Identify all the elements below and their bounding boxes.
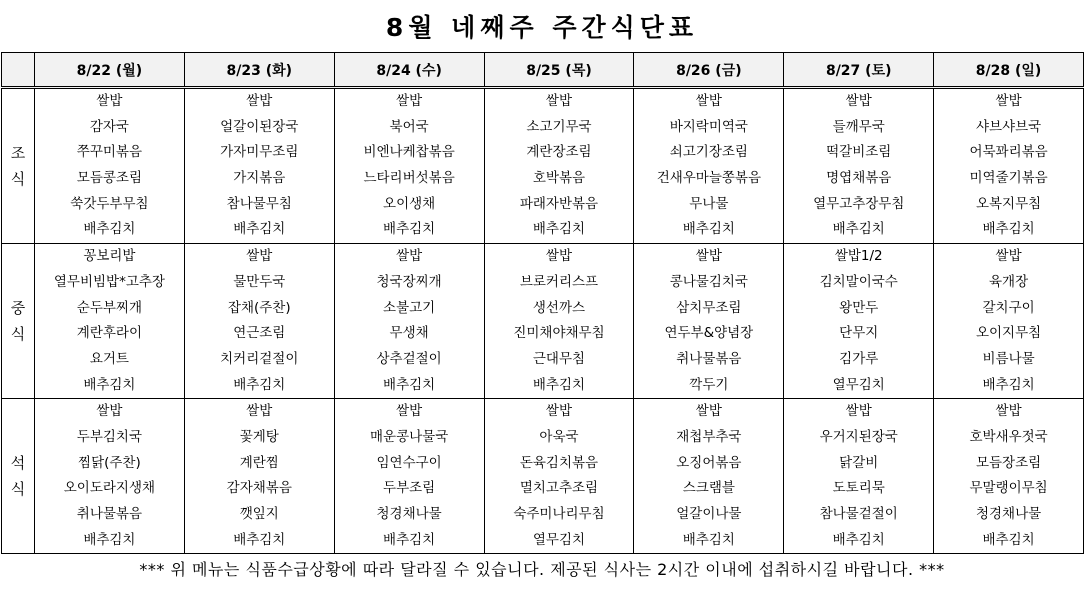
menu-cell [484,399,634,554]
menu-item: 쌀밥 [246,403,273,420]
menu-item: 들깨무국 [832,118,885,135]
menu-item: 꽁보리밥 [83,248,136,265]
menu-item: 배추김치 [83,531,136,548]
menu-item: 쌀밥 [845,93,872,109]
menu-item: 쌀밥 [845,403,872,420]
meal-label-text: 석 식 [10,454,26,499]
menu-item: 매운콩나물국 [369,428,449,445]
menu-item: 계란찜 [239,454,279,471]
menu-item: 배추김치 [83,221,136,238]
menu-item: 무나물 [689,195,729,212]
menu-cell [784,244,934,399]
menu-item: 배추김치 [982,531,1035,548]
menu-item: 깻잎지 [239,506,279,522]
menu-item: 물만두국 [233,273,286,290]
menu-cell [184,88,334,244]
day-header: 8/28 (일) [934,53,1084,88]
menu-item: 배추김치 [532,376,586,393]
menu-cell [934,244,1084,399]
day-header: 8/27 (토) [784,53,934,88]
menu-item: 도토리묵 [832,480,885,497]
menu-item: 쌀밥 [96,403,123,420]
menu-item: 우거지된장국 [819,428,898,445]
menu-item: 배추김치 [383,221,436,238]
menu-cell [784,399,934,554]
meal-row [2,88,1084,244]
menu-item: 모듬장조림 [975,454,1042,471]
menu-item: 가지볶음 [233,170,286,187]
day-header: 8/24 (수) [334,53,484,88]
menu-item: 청경채나물 [975,506,1042,522]
menu-item: 열무비빔밥*고추장 [53,273,165,290]
meal-label [2,88,35,244]
menu-item: 계란후라이 [76,325,143,342]
menu-item: 쌀밥 [695,93,722,109]
menu-cell [334,399,484,554]
menu-item: 쌀밥 [695,403,722,420]
day-header: 8/23 (화) [184,53,334,88]
menu-item: 오이지무침 [975,325,1042,342]
menu-item: 취나물볶음 [76,506,143,522]
menu-item: 쌀밥 [246,93,273,109]
menu-item: 꽃게탕 [239,428,279,445]
menu-item: 호박새우젓국 [969,428,1048,445]
menu-item: 배추김치 [383,531,436,548]
menu-item: 호박볶음 [532,170,586,187]
menu-item: 브로커리스프 [519,273,599,290]
menu-cell [634,244,784,399]
footer-note: *** 위 메뉴는 식품수급상황에 따라 달라질 수 있습니다. 제공된 식사는 2시간 이내에 섭취하시길 바랍니다. *** [139,560,945,579]
menu-item: 명엽채볶음 [826,170,892,187]
menu-table [1,52,1084,554]
menu-item: 요거트 [89,350,129,367]
menu-item: 미역줄기볶음 [969,170,1048,187]
menu-item: 재첩부추국 [676,428,742,445]
menu-item: 배추김치 [982,221,1035,238]
menu-item: 갈치구이 [982,299,1035,316]
menu-item: 건새우마늘쫑볶음 [656,170,762,187]
menu-item: 청경채나물 [376,506,442,522]
menu-item: 파래자반볶음 [519,195,599,212]
menu-item: 쌀밥 [995,248,1022,265]
menu-item: 참나물겉절이 [819,506,898,522]
day-header: 8/26 (금) [634,53,784,88]
menu-item: 닭갈비 [839,454,879,471]
menu-item: 어묵꽈리볶음 [969,144,1048,161]
menu-cell [184,244,334,399]
day-header: 8/22 (월) [34,53,184,88]
menu-item: 감자국 [89,118,129,135]
menu-cell [34,88,184,244]
menu-cell [634,399,784,554]
menu-item: 샤브샤브국 [975,118,1042,135]
menu-item: 비름나물 [982,350,1035,367]
menu-cell [934,88,1084,244]
menu-item: 열무고추장무침 [813,195,905,212]
menu-item: 숙주미나리무침 [513,506,605,522]
menu-cell [934,399,1084,554]
menu-item: 연근조림 [233,325,286,342]
menu-item: 배추김치 [832,221,885,238]
menu-item: 쑥갓두부무침 [70,195,149,212]
menu-item: 쌀밥 [96,93,123,109]
meal-row [2,244,1084,399]
menu-item: 열무김치 [532,531,586,548]
menu-item: 쌀밥1/2 [834,248,883,265]
menu-item: 쌀밥 [396,403,423,420]
meal-label [2,244,35,399]
menu-item: 순두부찌개 [76,299,143,316]
menu-item: 취나물볶음 [676,350,742,367]
menu-item: 김가루 [839,350,879,367]
menu-cell [34,244,184,399]
menu-item: 오복지무침 [975,195,1042,212]
menu-item: 오이생채 [383,195,436,212]
menu-item: 오징어볶음 [676,454,742,471]
menu-item: 얼갈이나물 [676,506,742,522]
menu-item: 감자채볶음 [226,480,292,497]
menu-item: 임연수구이 [376,454,442,471]
menu-item: 쌀밥 [545,403,573,420]
menu-item: 배추김치 [383,376,436,393]
menu-item: 단무지 [839,325,879,342]
menu-item: 근대무침 [532,350,586,367]
menu-item: 두부조림 [383,480,436,497]
meal-label [2,399,35,554]
menu-item: 왕만두 [839,299,879,316]
day-header: 8/25 (목) [484,53,634,88]
menu-item: 무말랭이무침 [969,480,1048,497]
menu-cell [184,399,334,554]
page-title: 8월 네째주 주간식단표 [385,13,699,42]
menu-item: 비엔나케찹볶음 [363,144,455,161]
menu-item: 바지락미역국 [669,118,748,135]
menu-cell [634,88,784,244]
menu-item: 쌀밥 [545,248,573,265]
menu-item: 돈육김치볶음 [519,454,599,471]
menu-item: 잡채(주찬) [227,299,291,316]
menu-cell [34,399,184,554]
menu-item: 쇠고기장조림 [669,144,748,161]
menu-cell [484,244,634,399]
menu-item: 오이도라지생채 [63,480,156,497]
menu-item: 느타리버섯볶음 [363,170,455,187]
menu-item: 쌀밥 [995,93,1022,109]
menu-item: 열무김치 [832,376,885,393]
menu-item: 배추김치 [233,221,286,238]
meal-row [2,399,1084,554]
menu-item: 깍두기 [689,376,729,393]
menu-item: 무생채 [389,325,429,342]
menu-item: 소고기무국 [526,118,592,135]
menu-item: 연두부&양념장 [664,325,754,342]
menu-item: 배추김치 [682,531,735,548]
menu-item: 가자미무조림 [220,144,299,161]
menu-item: 떡갈비조림 [826,144,892,161]
menu-item: 멸치고추조림 [519,480,599,497]
menu-item: 콩나물김치국 [669,273,748,290]
menu-item: 배추김치 [83,376,136,393]
menu-item: 계란장조림 [526,144,592,161]
menu-item: 육개장 [989,273,1029,290]
menu-item: 배추김치 [982,376,1035,393]
menu-item: 치커리겉절이 [220,350,299,367]
menu-item: 쌀밥 [545,93,573,109]
menu-item: 소불고기 [383,299,436,316]
menu-item: 모듬콩조림 [76,170,143,187]
menu-item: 배추김치 [233,531,286,548]
menu-item: 배추김치 [532,221,586,238]
menu-item: 찜닭(주찬) [78,454,141,471]
menu-item: 김치말이국수 [819,273,898,290]
menu-item: 북어국 [389,118,429,135]
menu-item: 아욱국 [539,428,579,445]
menu-cell [784,88,934,244]
menu-item: 쌀밥 [995,403,1022,420]
menu-item: 배추김치 [682,221,735,238]
menu-item: 참나물무침 [226,195,292,212]
menu-item: 두부김치국 [76,428,143,445]
menu-item: 스크램블 [682,480,735,497]
menu-item: 삼치무조림 [676,299,742,316]
menu-item: 쌀밥 [246,248,273,265]
header-row [2,53,1084,88]
menu-item: 상추겉절이 [376,350,442,367]
menu-item: 쌀밥 [396,248,423,265]
menu-item: 배추김치 [233,376,286,393]
menu-item: 생선까스 [532,299,586,316]
menu-cell [484,88,634,244]
menu-cell [334,88,484,244]
meal-label-text: 중 식 [10,299,26,344]
menu-item: 쭈꾸미볶음 [76,144,143,161]
menu-item: 얼갈이된장국 [220,118,299,135]
corner-cell [2,53,35,88]
meal-label-text: 조 식 [10,144,26,189]
menu-item: 배추김치 [832,531,885,548]
menu-item: 청국장찌개 [376,273,442,290]
menu-item: 쌀밥 [396,93,423,109]
menu-cell [334,244,484,399]
menu-item: 쌀밥 [695,248,722,265]
menu-item: 진미채야채무침 [513,325,605,342]
